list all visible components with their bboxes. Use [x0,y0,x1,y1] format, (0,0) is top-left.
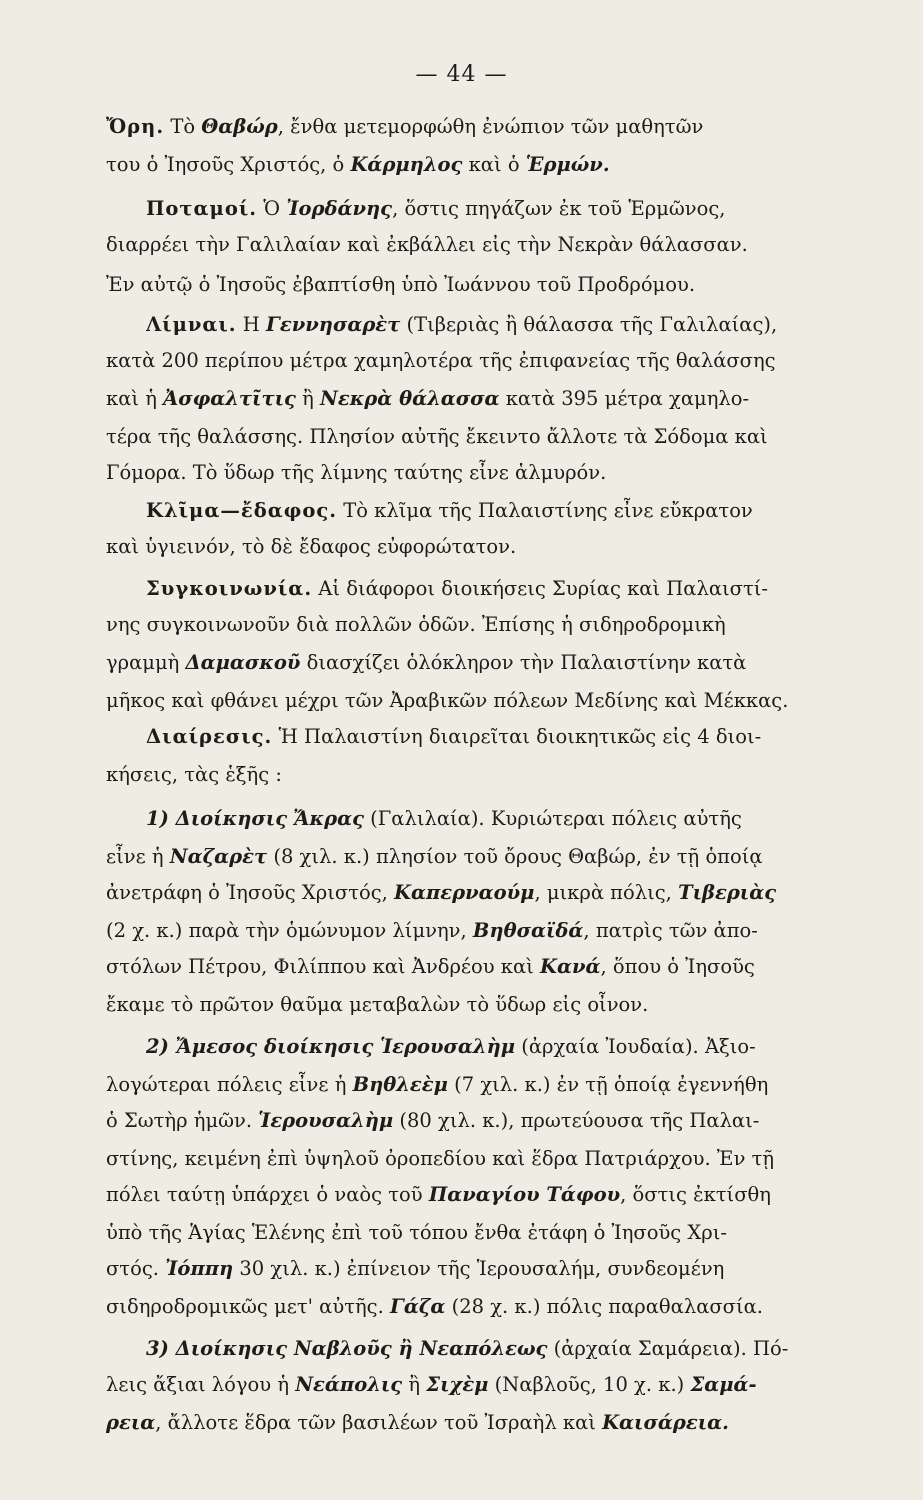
text-run: καὶ ὁ [462,153,526,176]
section-heading: Συγκοινωνία. [146,577,313,600]
text-run: , ἄλλοτε ἕδρα τῶν βασιλέων τοῦ Ἰσραὴλ καὶ [155,1411,603,1434]
text-run: ἀνετράφη ὁ Ἰησοῦς Χριστός, [106,881,395,904]
text-run: Γόμορα. Τὸ ὕδωρ τῆς λίμνης ταύτης εἶνε ἁλμυρόν. [106,461,607,484]
emphasis: Δαμασκοῦ [185,651,301,674]
text-line [106,1070,888,1100]
text-line [146,574,888,604]
text-run: κήσεις, τὰς ἑξῆς : [106,763,282,786]
text-line [106,346,888,376]
emphasis: Κανά [540,955,601,978]
text-run: (80 χιλ. κ.), πρωτεύουσα τῆς Παλαι- [393,1109,760,1132]
text-run: (2 χ. κ.) παρὰ τὴν ὁμώνυμον λίμνην, [106,919,473,942]
text-run: ἢ [295,387,321,410]
text-line [106,384,888,414]
text-line [106,150,888,180]
text-run: 30 χιλ. κ.) ἐπίνειον τῆς Ἱερουσαλήμ, συνδεομένη [233,1257,725,1280]
text-run: Η [236,313,267,336]
section-heading: Ποταμοί. [146,197,258,220]
text-line [146,804,888,834]
text-run: στόλων Πέτρου, Φιλίππου καὶ Ἀνδρέου καὶ [106,955,540,978]
emphasis: Κάρμηλος [350,153,463,176]
text-run: λογώτεραι πόλεις εἶνε ἡ [106,1073,353,1096]
emphasis: Γεννησαρὲτ [266,313,401,336]
text-run: (Ναβλοῦς, 10 χ. κ.) [488,1373,691,1396]
emphasis: 3) Διοίκησις Ναβλοῦς ἢ Νεαπόλεως [146,1337,548,1360]
text-line [106,458,888,488]
text-run: Τὸ [164,115,202,138]
section-heading: Λίμναι. [146,313,237,336]
text-line [106,842,888,872]
emphasis: Παναγίου Τάφου [428,1183,621,1206]
text-line [106,916,888,946]
text-line [106,1180,888,1210]
emphasis: Ἰορδάνης [286,197,393,220]
emphasis: Γάζα [390,1295,446,1318]
text-line [106,1292,888,1322]
text-line [106,1254,888,1284]
emphasis: Καπερναούμ [394,881,535,904]
text-line [106,1106,888,1136]
text-run: τέρα τῆς θαλάσσης. Πλησίον αὐτῆς ἔκειντο ἄλλοτε τὰ Σόδομα καὶ [106,425,768,448]
emphasis: Καισάρεια. [602,1411,729,1434]
text-run: γραμμὴ [106,651,186,674]
text-run: σιδηροδρομικῶς μετ' αὐτῆς. [106,1295,390,1318]
emphasis: Ἱερουσαλὴμ [258,1109,394,1132]
text-run: Ἡ Παλαιστίνη διαιρεῖται διοικητικῶς εἰς 4 διοι- [272,725,762,748]
text-line [106,270,888,300]
text-run: Τὸ κλῖμα τῆς Παλαιστίνης εἶνε εὔκρατον [337,499,753,522]
emphasis: Νεάπολις [295,1373,403,1396]
text-run: ὑπὸ τῆς Ἁγίας Ἑλένης ἐπὶ τοῦ τόπου ἔνθα ἐτάφη ὁ Ἰησοῦς Χρι- [106,1221,728,1244]
text-line [146,722,888,752]
text-run: ὁ Σωτὴρ ἡμῶν. [106,1109,259,1132]
text-run: , μικρὰ πόλις, [534,881,679,904]
section-heading: Ὄρη. [106,115,165,138]
text-line [106,532,888,562]
emphasis: ρεια [106,1411,156,1434]
text-line [106,1408,888,1438]
text-run: Αἱ διάφοροι διοικήσεις Συρίας καὶ Παλαιστί- [312,577,768,600]
text-run: Ἐν αὐτῷ ὁ Ἰησοῦς ἐβαπτίσθη ὑπὸ Ἰωάννου τοῦ Προδρόμου. [106,273,696,296]
text-line [106,1144,888,1174]
section-heading: Διαίρεσις. [146,725,273,748]
text-line [106,422,888,452]
text-line [106,1370,888,1400]
text-line [106,952,888,982]
text-run: πόλει ταύτῃ ὑπάρχει ὁ ναὸς τοῦ [106,1183,429,1206]
text-run: στίνης, κειμένη ἐπὶ ὑψηλοῦ ὀροπεδίου καὶ ἕδρα Πατριάρχου. Ἐν τῇ [106,1147,775,1170]
emphasis: Ἀσφαλτῖτις [163,387,296,410]
text-run: κατὰ 395 μέτρα χαμηλο- [499,387,750,410]
text-run: μῆκος καὶ φθάνει μέχρι τῶν Ἀραβικῶν πόλεων Μεδίνης καὶ Μέκκας. [106,689,789,712]
text-run: του ὁ Ἰησοῦς Χριστός, ὁ [106,153,351,176]
text-run: διασχίζει ὁλόκληρον τὴν Παλαιστίνην κατὰ [300,651,747,674]
text-line [106,112,888,142]
text-run: καὶ ἡ [106,387,164,410]
text-run: διαρρέει τὴν Γαλιλαίαν καὶ ἐκβάλλει εἰς τὴν Νεκρὰν θάλασσαν. [106,233,748,256]
text-run: (7 χιλ. κ.) ἐν τῇ ὁποίᾳ ἐγεννήθη [447,1073,769,1096]
emphasis: Ἑρμών. [525,153,610,176]
emphasis: Ναζαρὲτ [169,845,268,868]
emphasis: Ἄκρας [293,807,364,830]
text-line [106,760,888,790]
text-line [106,1218,888,1248]
text-run: στός. [106,1257,166,1280]
text-line [146,1032,888,1062]
text-line [146,194,888,224]
text-run: κατὰ 200 περίπου μέτρα χαμηλοτέρα τῆς ἐπιφανείας τῆς θαλάσσης [106,349,776,372]
text-run: λεις ἄξιαι λόγου ἡ [106,1373,296,1396]
text-run: , ὅστις πηγάζων ἐκ τοῦ Ἑρμῶνος, [392,197,726,220]
text-run: καὶ ὑγιεινόν, τὸ δὲ ἔδαφος εὐφορώτατον. [106,535,517,558]
text-line [146,496,888,526]
text-run: (ἀρχαία Σαμάρεια). Πό- [547,1337,789,1360]
section-heading: Κλῖμα—ἔδαφος. [146,499,338,522]
text-run: εἶνε ἡ [106,845,170,868]
text-line [106,990,888,1020]
text-run: (28 χ. κ.) πόλις παραθαλασσία. [445,1295,763,1318]
text-run: , ὅπου ὁ Ἰησοῦς [600,955,755,978]
text-run: , ἔνθα μετεμορφώθη ἐνώπιον τῶν μαθητῶν [277,115,704,138]
text-run: , πατρὶς τῶν ἀπο- [583,919,758,942]
emphasis: 1) Διοίκησις [146,807,288,830]
text-run: (ἀρχαία Ἰουδαία). Ἀξιο- [515,1035,756,1058]
emphasis: Θαβώρ [201,115,278,138]
emphasis: Βηθσαϊδά [472,919,584,942]
text-line [106,230,888,260]
emphasis: Σαμά- [690,1373,757,1396]
text-run: (Τιβεριὰς ἢ θάλασσα τῆς Γαλιλαίας), [400,313,778,336]
text-run: ἔκαμε τὸ πρῶτον θαῦμα μεταβαλὼν τὸ ὕδωρ εἰς οἶνον. [106,993,649,1016]
text-line [106,648,888,678]
emphasis: 2) Ἄμεσος διοίκησις Ἱερουσαλὴμ [146,1035,516,1058]
emphasis: Τιβεριὰς [678,881,777,904]
text-run: (8 χιλ. κ.) πλησίον τοῦ ὄρους Θαβώρ, ἐν τῇ ὁποίᾳ [267,845,763,868]
text-run: (Γαλιλαία). Κυριώτεραι πόλεις αὐτῆς [363,807,742,830]
text-run: ἢ [402,1373,427,1396]
text-line [106,610,888,640]
text-run: Ὁ [257,197,287,220]
text-line [146,1334,888,1364]
text-line [106,878,888,908]
emphasis: Νεκρὰ θάλασσα [320,387,500,410]
text-run: , ὅστις ἐκτίσθη [620,1183,771,1206]
text-line [146,310,888,340]
page-number: — 44 — [415,62,508,87]
emphasis: Βηθλεὲμ [352,1073,448,1096]
text-line [106,686,888,716]
emphasis: Ἰόππη [165,1257,234,1280]
emphasis: Σιχὲμ [426,1373,489,1396]
text-run: νης συγκοινωνοῦν διὰ πολλῶν ὁδῶν. Ἐπίσης ἡ σιδηροδρομικὴ [106,613,726,636]
